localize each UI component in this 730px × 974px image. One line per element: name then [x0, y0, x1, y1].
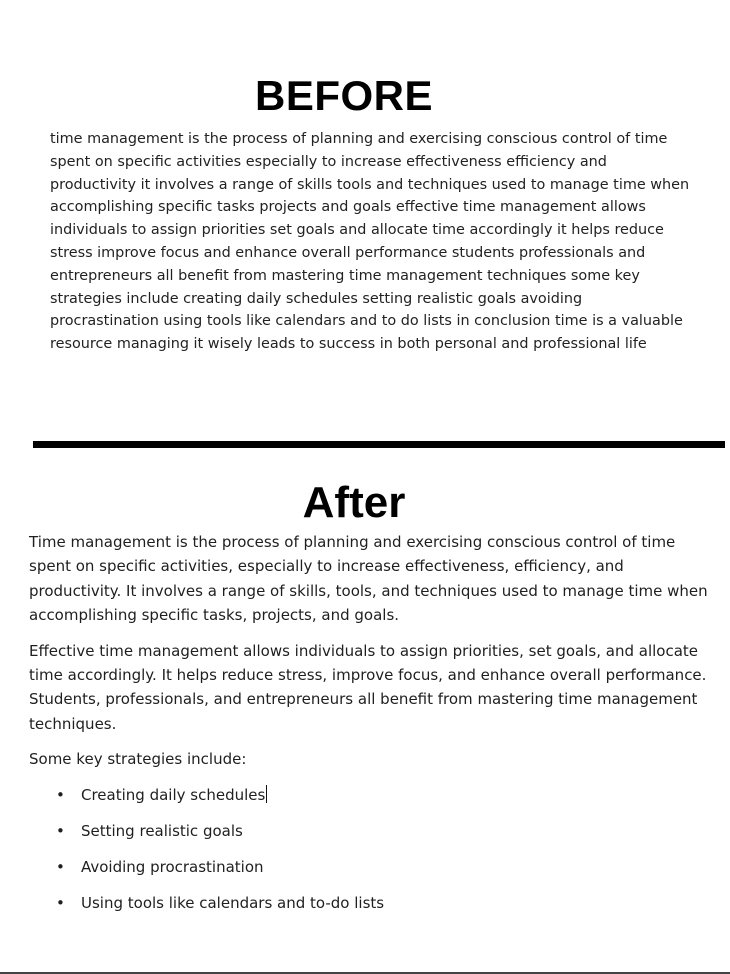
before-heading: BEFORE: [254, 72, 433, 119]
list-item: [29, 891, 719, 927]
list-item-text: Avoiding procrastination: [81, 857, 264, 876]
bullet-icon: •: [56, 857, 65, 876]
bullet-icon: •: [56, 893, 65, 912]
list-item-text: Setting realistic goals: [81, 821, 243, 840]
list-item-text: Using tools like calendars and to-do lists: [81, 893, 385, 912]
strategies-list: [29, 783, 719, 927]
before-paragraph: time management is the process of planning and exercising conscious control of time spent on specific activities especially to increase effectiveness efficiency and productivity it involves a range of skills tools and techniques used to manage time when accomplishing specific tasks projects and goals effective time management allows individuals to assign priorities set goals and allocate time accordingly it helps reduce stress improve focus and enhance overall performance students professionals and entrepreneurs all benefit from mastering time management techniques some key strategies include creating daily schedules setting realistic goals avoiding procrastination using tools like calendars and to do lists in conclusion time is a valuable resource managing it wisely leads to success in both personal and professional life: [50, 131, 690, 353]
list-item: [29, 819, 719, 855]
after-paragraph-1: Time management is the process of planning and exercising conscious control of time spent on specific activities, especially to increase effectiveness, efficiency, and productivity. It involves a range of skills, tools, and techniques used to manage time when accomplishing specific tasks, projects, and goals.: [29, 533, 708, 625]
after-content[interactable]: [29, 530, 719, 927]
section-divider: [33, 441, 725, 448]
list-item: [29, 855, 719, 891]
strategies-intro: Some key strategies include:: [29, 750, 247, 769]
bullet-icon: •: [56, 785, 65, 804]
text-cursor: [266, 785, 267, 803]
after-heading: After: [302, 478, 406, 527]
list-item: [29, 783, 719, 819]
bullet-icon: •: [56, 821, 65, 840]
list-item-text: Creating daily schedules: [81, 785, 266, 804]
after-paragraph-2: Effective time management allows individuals to assign priorities, set goals, and allocate time accordingly. It helps reduce stress, improve focus, and enhance overall performance. Students, professionals, and entrepreneurs all benefit from mastering time management techniques.: [29, 641, 707, 733]
